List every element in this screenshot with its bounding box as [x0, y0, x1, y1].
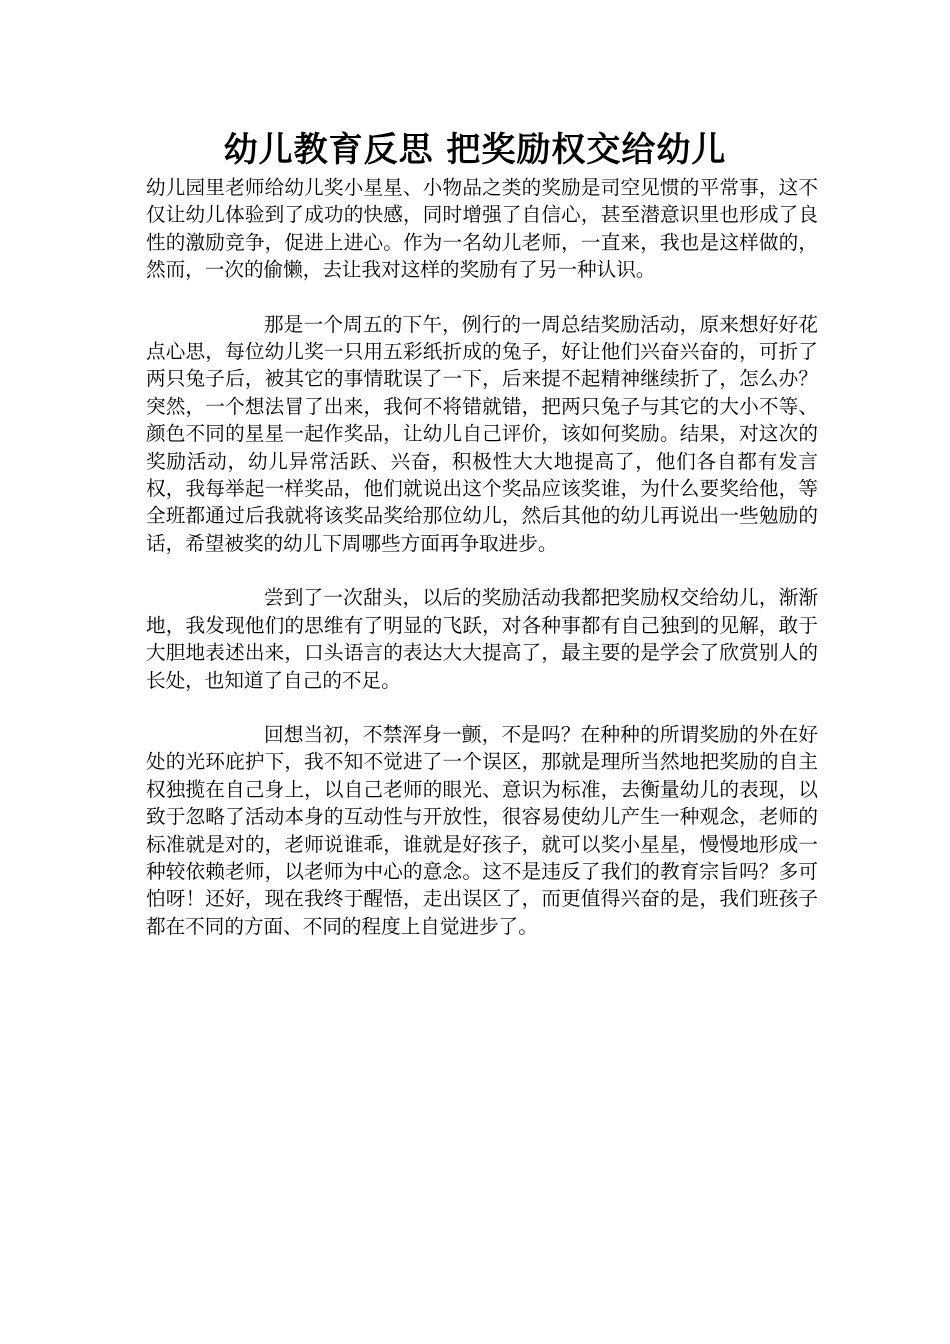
- paragraph-reflection: 回想当初，不禁浑身一颤，不是吗？在种种的所谓奖励的外在好处的光环庇护下，我不知不觉进了一个误区，那就是理所当然地把奖励的自主权独揽在自己身上，以自己老师的眼光、意识为标准，去衡量幼儿的表现，以致于忽略了活动本身的互动性与开放性，很容易使幼儿产生一种观念，老师的标准就是对的，老师说谁乖，谁就是好孩子，就可以奖小星星，慢慢地形成一种较依赖老师，以老师为中心的意念。这不是违反了我们的教育宗旨吗？多可怕呀！还好，现在我终于醒悟，走出误区了，而更值得兴奋的是，我们班孩子都在不同的方面、不同的程度上自觉进步了。: [146, 722, 818, 938]
- paragraph-results: 尝到了一次甜头，以后的奖励活动我都把奖励权交给幼儿，渐渐地，我发现他们的思维有了明显的飞跃，对各种事都有自己独到的见解，敢于大胆地表述出来，口头语言的表达大大提高了，最主要的是学会了欣赏别人的长处，也知道了自己的不足。: [146, 586, 818, 692]
- document-body: [146, 174, 818, 967]
- paragraph-intro: 幼儿园里老师给幼儿奖小星星、小物品之类的奖励是司空见惯的平常事，这不仅让幼儿体验到了成功的快感，同时增强了自信心，甚至潜意识里也形成了良性的激励竞争，促进上进心。作为一名幼儿老师，一直来，我也是这样做的，然而，一次的偷懒，去让我对这样的奖励有了另一种认识。: [146, 176, 818, 282]
- document-title: 幼儿教育反思 把奖励权交给幼儿: [223, 130, 727, 170]
- paragraph-friday-story: 那是一个周五的下午，例行的一周总结奖励活动，原来想好好花点心思，每位幼儿奖一只用五彩纸折成的兔子，好让他们兴奋兴奋的，可折了两只兔子后，被其它的事情耽误了一下，后来提不起精神继续折了，怎么办？突然，一个想法冒了出来，我何不将错就错，把两只兔子与其它的大小不等、颜色不同的星星一起作奖品，让幼儿自己评价，该如何奖励。结果，对这次的奖励活动，幼儿异常活跃、兴奋，积极性大大地提高了，他们各自都有发言权，我每举起一样奖品，他们就说出这个奖品应该奖谁，为什么要奖给他，等全班都通过后我就将该奖品奖给那位幼儿，然后其他的幼儿再说出一些勉励的话，希望被奖的幼儿下周哪些方面再争取进步。: [146, 312, 818, 555]
